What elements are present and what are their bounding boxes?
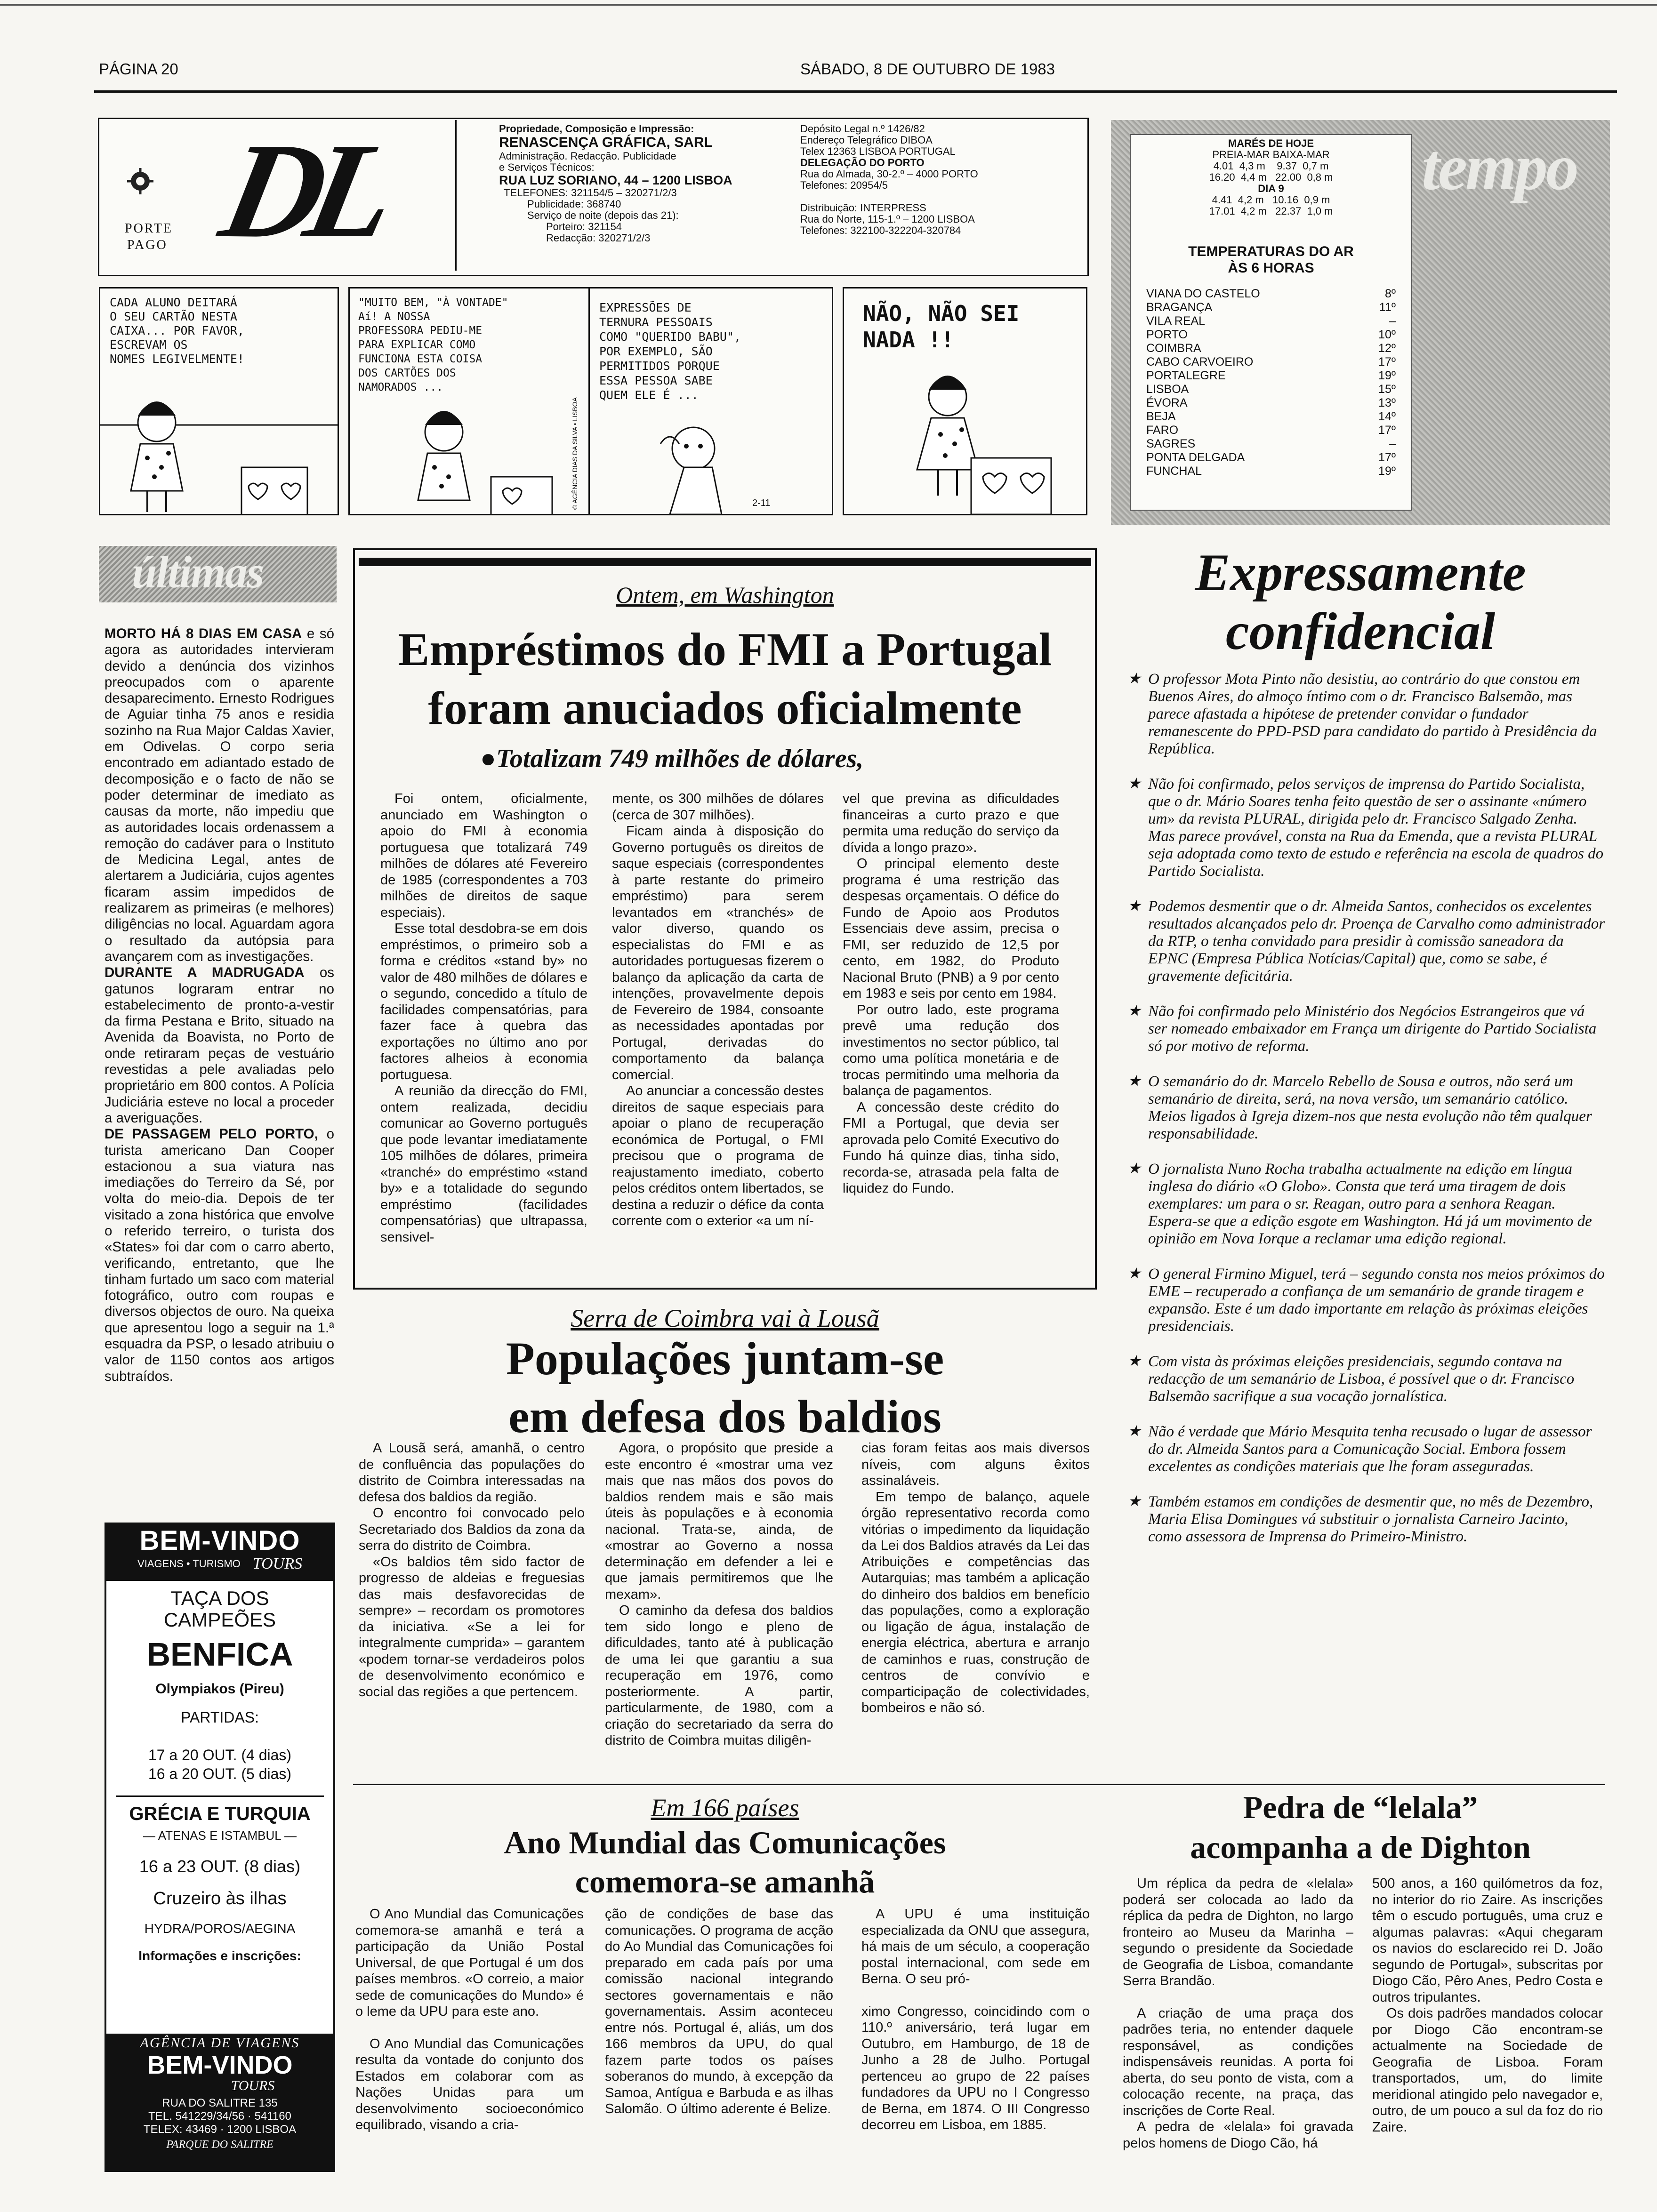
temp-value: 17º	[1378, 451, 1396, 464]
confidencial-text: Podemos desmentir que o dr. Almeida Santos, conhecidos os excelentes resultados alcançados pelo dr. Proença de Carvalho como administrador da RTP, o tenha convidado para presidir à comissão saneadora da EPNC (Empresa Pública Notícias/Capital) que, como se sabe, é gravemente deficitária.	[1148, 898, 1605, 985]
paragraph: A pedra de «lelala» foi gravada pelos homens de Diogo Cão, há	[1123, 2119, 1353, 2151]
dl-logo	[207, 115, 457, 271]
confidencial-title-1: Expressamente	[1195, 544, 1526, 602]
ad-club: BENFICA	[146, 1636, 293, 1673]
temp-city: COIMBRA	[1146, 342, 1201, 355]
temp-city: LISBOA	[1146, 383, 1189, 396]
temp-city: VILA REAL	[1146, 314, 1206, 328]
tides-title: MARÉS DE HOJE	[1228, 137, 1314, 149]
confidencial-item	[1127, 1266, 1605, 1335]
header-rule	[94, 90, 1617, 93]
comic-figure-3	[590, 289, 833, 515]
tides-row: 17.01 4,2 m 22.37 1,0 m	[1209, 205, 1333, 217]
ad-partidas: PARTIDAS:	[181, 1709, 259, 1726]
confidencial-text: O general Firmino Miguel, terá – segundo consta nos meios próximos do EME – recuperado a confiança de um semanário de grande tiragem e expansão. Este é um dado importante em relação às próximas eleições presidenciais.	[1148, 1266, 1605, 1335]
paragraph: «Os baldios têm sido factor de progresso de aldeias e freguesias das mais desfavorecidas de sempre» – recordam os promotores da iniciativa. «Se a lei for integralmente cumprida» – garantem «podem tornar-se verdadeiros polos de desenvolvimento económico e social das regiões a que pertencem.	[359, 1554, 585, 1699]
temp-value: 19º	[1378, 465, 1396, 478]
temp-city: FARO	[1146, 424, 1179, 437]
confidencial-item	[1127, 1161, 1605, 1248]
porte-label: PORTE	[125, 221, 173, 236]
paragraph: Ao anunciar a concessão destes direitos de saque especiais para apoiar o plano de recuperação económica de Portugal, o FMI precisou que o programa de reajustamento imediato, coberto pelos créditos ontem libertados, se destina a reduzir o défice da conta corrente com o exterior «a um ní-	[612, 1083, 824, 1228]
comic-panel-1	[99, 287, 339, 515]
confidencial-item	[1127, 1353, 1605, 1405]
confidencial-text: O semanário do dr. Marcelo Rebello de Sousa e outros, não será um semanário de direita, será, na nova versão, um semanário católico. Meios ligados à Igreja dizem-nos que nesta evolução não têm qualquer responsabilidade.	[1148, 1073, 1592, 1142]
comic-bubble-1: CADA ALUNO DEITARÁ O SEU CARTÃO NESTA CAIXA... POR FAVOR, ESCREVAM OS NOMES LEGIVELMENTE!	[110, 296, 244, 366]
ultimas-text: os gatunos lograram entrar no estabelecimento de pronto-a-vestir da firma Pestana e Brito, situado na Avenida da Boavista, no Porto de onde retiraram peças de vestuário revestidas a pele avaliadas pelo proprietário em 800 contos. A Polícia Judiciária esteve no local a proceder a averiguações.	[105, 965, 334, 1126]
ultimas-item	[105, 1126, 334, 1385]
paragraph: O Ano Mundial das Comunicações comemora-se amanhã e terá a participação da União Postal Universal, de que Portugal é um dos países membros. «O correio, a maior sede de comunicações do Mundo» é o leme da UPU para este ano.	[355, 1907, 584, 2019]
info-line: RUA LUZ SORIANO, 44 – 1200 LISBOA	[499, 173, 732, 187]
temp-city: BEJA	[1146, 410, 1176, 423]
masthead-left-info	[499, 123, 732, 244]
confidencial-text: Não foi confirmado, pelos serviços de imprensa do Partido Socialista, que o dr. Mário Soares tenha feito questão de ser o assinante «número um» da revista PLURAL, dirigida pelo dr. Francisco Salgado Zenha. Mas parece provável, consta na Rua da Emenda, que a revista PLURAL seja adoptada como texto de estudo e referência na escola de quadros do Partido Socialista.	[1148, 776, 1604, 880]
temp-row	[1146, 369, 1396, 383]
info-line: Serviço de noite (depois das 21):	[527, 209, 679, 221]
comic-panel-3	[588, 287, 833, 515]
ultimas-column	[105, 626, 334, 1499]
temp-value: 11º	[1379, 301, 1396, 314]
star-icon: ★	[1127, 775, 1141, 792]
temp-row	[1146, 396, 1396, 410]
ultimas-text: o turista americano Dan Cooper estacionou a sua viatura nas imediações do Terreiro da Sé, por volta do meio-dia. Depois de ter visitado a zona histórica que envolve o referido terreiro, o turista dos «States» foi dar com o carro aberto, verificando, entretanto, que lhe tinham furtado um saco com material fotográfico, outro com roupas e diversos objectos de ouro. Na queixa que apresentou logo a seguir na 1.ª esquadra da PSP, o lesado atribuiu o valor de 1150 contos aos artigos subtraídos.	[105, 1126, 334, 1384]
star-icon: ★	[1127, 671, 1141, 687]
paragraph: A UPU é uma instituição especializada da ONU que assegura, há mais de um século, a cooperação postal internacional, com sede em Berna. O seu pró-	[861, 1907, 1090, 1987]
ad-telex: TELEX: 43469 · 1200 LISBOA	[143, 2123, 297, 2136]
baldios-column-1	[359, 1440, 585, 1765]
paragraph: Agora, o propósito que preside a este encontro é «mostrar uma vez mais que nas mãos dos povos do baldios rendem mais e são mais úteis às populações e à economia nacional. Trata-se, ainda, de «mostrar ao Governo a nossa determinação em defender a lei e que jamais permitiremos que lhe mexam».	[605, 1441, 833, 1602]
baldios-headline-1: Populações juntam-se	[506, 1332, 944, 1385]
temp-city: BRAGANÇA	[1146, 301, 1213, 314]
ad-address: RUA DO SALITRE 135	[162, 2097, 278, 2109]
temp-value: 10º	[1378, 328, 1396, 341]
info-line: DELEGAÇÃO DO PORTO	[800, 157, 925, 168]
confidencial-item	[1127, 1003, 1605, 1055]
paragraph: cias foram feitas aos mais diversos níveis, com alguns êxitos assinaláveis.	[861, 1441, 1090, 1488]
info-line: RENASCENÇA GRÁFICA, SARL	[499, 135, 713, 150]
fmi-top-bar	[359, 558, 1091, 566]
baldios-column-3	[861, 1440, 1090, 1765]
comic-date: 2-11	[752, 498, 771, 508]
confidencial-item	[1127, 776, 1605, 880]
temp-row	[1146, 301, 1396, 314]
paragraph: mente, os 300 milhões de dólares (cerca de 307 milhões).	[612, 791, 824, 823]
paragraph: A criação de uma praça dos padrões teria, no entender daquele responsável, as condições indispensáveis reunidas. A porta foi aberta, do seu ponto de vista, com a colocação recente, na praça, das inscrições de Corte Real.	[1123, 2005, 1353, 2118]
pedra-column-2	[1372, 1875, 1603, 2205]
ad-brand: BEM-VINDO	[139, 1525, 300, 1556]
paragraph: A concessão deste crédito do FMI a Portugal, que devia ser aprovada pelo Comité Executivo do Fundo há quinze dias, tinha sido, recorda-se, atrasada pela falta de liquidez do Fundo.	[843, 1099, 1059, 1196]
temp-row	[1146, 383, 1396, 396]
temp-row	[1146, 410, 1396, 424]
ad-info: Informações e inscrições:	[138, 1948, 301, 1963]
ultimas-item	[105, 965, 334, 1126]
star-icon: ★	[1127, 1492, 1141, 1509]
star-icon: ★	[1127, 1002, 1141, 1019]
temp-row	[1146, 424, 1396, 437]
info-line: Administração. Redacção. Publicidade	[499, 150, 676, 162]
star-icon: ★	[1127, 1072, 1141, 1089]
paragraph: A Lousã será, amanhã, o centro de confluência das populações do distrito de Coimbra interessadas na defesa dos baldios da região.	[359, 1441, 585, 1505]
baldios-kicker: Serra de Coimbra vai à Lousã	[571, 1304, 879, 1332]
temp-value: 14º	[1378, 410, 1396, 423]
temp-row	[1146, 328, 1396, 342]
ad-footer	[106, 2034, 333, 2170]
comunicacoes-headline-2: comemora-se amanhã	[575, 1864, 875, 1899]
page-number: PÁGINA 20	[99, 60, 178, 78]
temp-city: VIANA DO CASTELO	[1146, 287, 1260, 300]
temp-row	[1146, 465, 1396, 478]
ad-cities: — ATENAS E ISTAMBUL —	[143, 1828, 297, 1843]
info-line: Telefones: 20954/5	[800, 179, 888, 191]
page-date: SÁBADO, 8 DE OUTUBRO DE 1983	[800, 60, 1055, 78]
temp-row	[1146, 342, 1396, 355]
confidencial-list	[1127, 671, 1605, 1763]
confidencial-item	[1127, 1423, 1605, 1475]
star-icon: ★	[1127, 1352, 1141, 1369]
confidencial-item	[1127, 671, 1605, 758]
temps-list	[1146, 287, 1396, 478]
tides-block	[1139, 138, 1403, 217]
ultimas-text: e só agora as autoridades intervieram devido a denúncia dos vizinhos preocupados com o aparente desaparecimento. Ernesto Rodrigues de Aguiar tinha 75 anos e residia sozinho na Rua Major Caldas Xavier, em Odivelas. O corpo seria encontrado em adiantado estado de decomposição e o facto de não se poder determinar de imediato as causas da morte, não impediu que as autoridades locais ordenassem a remoção do cadáver para o Instituto de Medicina Legal, antes de alertarem a Judiciária, cujos agentes ficaram assim impedidos de realizarem as primeiras (e melhores) diligências no local. Aguardam agora o resultado da autópsia para avançarem com as investigações.	[105, 626, 334, 964]
pedra-headline-2: acompanha a de Dighton	[1190, 1829, 1531, 1865]
confidencial-item	[1127, 898, 1605, 985]
section-rule	[353, 1784, 1605, 1785]
ad-parking: PARQUE DO SALITRE	[166, 2139, 273, 2151]
paragraph: A reunião da direcção do FMI, ontem realizada, decidiu comunicar ao Governo português que pode levantar imediatamente 105 milhões de dólares, primeira «tranché» do empréstimo «stand by» e a totalidade do segundo empréstimo (facilidades compensatórias) que ultrapassa, sensivel-	[380, 1083, 587, 1245]
temp-city: PONTA DELGADA	[1146, 451, 1245, 464]
paragraph: O encontro foi convocado pelo Secretariado dos Baldios da zona da serra do distrito de Coimbra.	[359, 1506, 585, 1553]
info-line: Endereço Telegráfico DIBOA	[800, 134, 933, 146]
temp-row	[1146, 451, 1396, 465]
confidencial-item	[1127, 1493, 1605, 1546]
paragraph: Foi ontem, oficialmente, anunciado em Washington o apoio do FMI à economia portuguesa que totalizará 749 milhões de dólares até Fevereiro de 1985 (correspondentes a 703 milhões de direitos de saque especiais).	[380, 791, 587, 920]
comunicacoes-column-3	[861, 1906, 1090, 2203]
info-line: Redacção: 320271/2/3	[546, 232, 651, 244]
baldios-column-2	[605, 1440, 833, 1765]
temp-value: 8º	[1384, 287, 1396, 300]
fmi-headline-1: Empréstimos do FMI a Portugal	[398, 623, 1052, 675]
comic-figure-4	[844, 289, 1087, 515]
confidencial-text: Com vista às próximas eleições presidenciais, segundo contava na redacção de um semanário de Lisboa, é possível que o dr. Francisco Balsemão sacrifique a sua vocação jornalística.	[1148, 1353, 1575, 1405]
confidencial-text: Também estamos em condições de desmentir que, no mês de Dezembro, Maria Elisa Domingues vá substituir o jornalista Carneiro Jacinto, como assessora de Imprensa do Primeiro-Ministro.	[1148, 1493, 1593, 1545]
baldios-headline-2: em defesa dos baldios	[508, 1390, 941, 1443]
paragraph: 500 anos, a 160 quilómetros da foz, no interior do rio Zaire. As inscrições têm o escudo português, uma cruz e algumas palavras: «Aqui chegaram os navios do esclarecido rei D. João segundo de Portugal», subscritas por Diogo Cão, Pêro Anes, Pedro Costa e outros tripulantes.	[1372, 1876, 1603, 2005]
tides-row: 16.20 4,4 m 22.00 0,8 m	[1209, 171, 1333, 183]
temp-row	[1146, 355, 1396, 369]
info-line: Propriedade, Composição e Impressão:	[499, 123, 694, 135]
fmi-subhead-text: Totalizam 749 milhões de dólares,	[496, 744, 864, 773]
ultimas-label: últimas	[132, 547, 264, 597]
tides-sub: PREIA-MAR BAIXA-MAR	[1212, 149, 1330, 160]
star-icon: ★	[1127, 1160, 1141, 1177]
pedra-headline-1: Pedra de “lelala”	[1243, 1789, 1478, 1825]
temps-title-line: TEMPERATURAS DO AR	[1188, 244, 1354, 259]
temp-city: FUNCHAL	[1146, 465, 1202, 478]
comic-panel-2	[348, 287, 593, 515]
ad-dates: 16 a 20 OUT. (5 dias)	[148, 1765, 292, 1782]
star-icon: ★	[1127, 897, 1141, 914]
info-line: Porteiro: 321154	[546, 221, 622, 232]
weather-box	[1111, 120, 1610, 525]
paragraph: O Ano Mundial das Comunicações resulta da vontade do conjunto dos Estados em colaborar com as Nações Unidas para um desenvolvimento socioeconómico equilibrado, visando a cria-	[355, 2036, 584, 2132]
comunicacoes-kicker: Em 166 países	[651, 1794, 799, 1822]
temp-city: CABO CARVOEIRO	[1146, 355, 1254, 369]
tides-row: 4.01 4,3 m 9.37 0,7 m	[1213, 160, 1329, 172]
ad-brand-row	[106, 1555, 333, 1573]
temps-title	[1139, 243, 1403, 276]
paragraph: Em tempo de balanço, aquele órgão representativo recorda como vitórias o impedimento da liquidação da Lei dos Baldios através da Lei das Atribuições e competências das Autarquias; mas também a aplicação do dinheiro dos baldios em benefício das populações, como a exploração ou ligação de água, instalação de energia eléctrica, abertura e arranjo de caminhos e ruas, construção de centros de convívio e comparticipação de colectividades, bombeiros e não só.	[861, 1489, 1090, 1715]
temp-value: 17º	[1378, 424, 1396, 437]
paragraph: O principal elemento deste programa é uma restrição das despesas orçamentais. O défice do Fundo de Apoio aos Produtos Essenciais deve assim, precisa o FMI, ser reduzido de 12,5 por cento, em 1982, do Produto Nacional Bruto (PNB) a 9 por cento em 1983 e seis por cento em 1984.	[843, 856, 1059, 1001]
comunicacoes-column-2	[605, 1906, 833, 2203]
fmi-column-3	[843, 791, 1059, 1261]
ad-agency-tours: TOURS	[231, 2078, 275, 2093]
fmi-kicker: Ontem, em Washington	[616, 582, 834, 608]
ad-agency-brand: BEM-VINDO	[147, 2051, 293, 2079]
confidencial-item	[1127, 1073, 1605, 1143]
tempo-logo: tempo	[1422, 131, 1577, 204]
pedra-column-1	[1123, 1875, 1353, 2205]
temp-value: 12º	[1378, 342, 1396, 355]
comic-bubble-2: "MUITO BEM, "À VONTADE" Aí! A NOSSA PROFESSORA PEDIU-ME PARA EXPLICAR COMO FUNCIONA ESTA COISA DOS CARTÕES DOS NAMORADOS ...	[358, 297, 508, 393]
temp-value: 19º	[1378, 369, 1396, 382]
ad-brand-bar	[106, 1524, 333, 1581]
star-icon: ★	[1127, 1422, 1141, 1439]
temp-city: PORTO	[1146, 328, 1188, 341]
info-line: TELEFONES: 321154/5 – 320271/2/3	[504, 187, 677, 199]
paragraph: ção de condições de base das comunicações. O programa de acção do Ao Mundial das Comunicações foi preparado em cada país por uma comissão nacional integrando sectores governamentais e não governamentais. Assim aconteceu entre nós. Portugal é, aliás, um dos 166 membros da UPU, do qual fazem parte todos os países soberanos do mundo, à excepção da Samoa, Antígua e Barbuda e as ilhas Salomão. O último aderente é Belize.	[605, 1907, 833, 2116]
info-line	[800, 191, 978, 202]
paragraph: O caminho da defesa dos baldios tem sido longo e pleno de dificuldades, tanto até à publicação de uma lei que garantiu a sua recuperação em 1976, como posteriormente. A partir, particularmente, de 1980, com a criação do secretariado da serra do distrito de Coimbra muitas diligên-	[605, 1603, 833, 1748]
fmi-column-1	[380, 791, 587, 1261]
comic-bubble-3: EXPRESSÕES DE TERNURA PESSOAIS COMO "QUERIDO BABU", POR EXEMPLO, SÃO PERMITIDOS PORQUE ESSA PESSOA SABE QUEM ELE É ...	[599, 301, 741, 402]
ad-opponent: Olympiakos (Pireu)	[155, 1681, 284, 1697]
temps-sub-line: ÀS 6 HORAS	[1228, 260, 1314, 276]
ad-destination: GRÉCIA E TURQUIA	[129, 1803, 311, 1824]
fmi-headline-2: foram anuciados oficialmente	[428, 682, 1022, 734]
ultimas-banner	[99, 546, 337, 602]
confidencial-text: O jornalista Nuno Rocha trabalha actualmente na edição em língua inglesa do diário «O Globo». Consta que terá uma tiragem de dois exemplares: um para o sr. Reagan, outro para a senhora Reagan. Espera-se que a edição esgote em Washington. Há já um movimento de opinião em Nova Iorque a reclamar uma edição regional.	[1148, 1161, 1592, 1247]
ad-tel: TEL. 541229/34/56 · 541160	[148, 2110, 291, 2123]
comic-figure-1	[100, 289, 339, 515]
star-icon: ★	[1127, 1265, 1141, 1282]
temp-row	[1146, 287, 1396, 301]
ad-line: TAÇA DOS	[170, 1587, 269, 1609]
confidencial-text: O professor Mota Pinto não desistiu, ao contrário do que constou em Buenos Aires, do almoço íntimo com o dr. Francisco Balsemão, mas parece afastada a hipótese de pretender convidar o fundador remanescente do PPD-PSD para candidato do partido à Presidência da República.	[1148, 671, 1597, 757]
temp-row	[1146, 437, 1396, 451]
pago-label: PAGO	[127, 238, 168, 252]
fmi-column-2	[612, 791, 824, 1261]
info-line: Rua do Almada, 30-2.º – 4000 PORTO	[800, 168, 978, 180]
ultimas-lead: MORTO HÁ 8 DIAS EM CASA	[105, 626, 302, 641]
temp-value: 13º	[1378, 396, 1396, 409]
temp-city: ÉVORA	[1146, 396, 1188, 409]
ad-dates: 16 a 23 OUT. (8 dias)	[139, 1857, 301, 1876]
temp-value: 15º	[1378, 383, 1396, 396]
paragraph: vel que previna as dificuldades financeiras a curto prazo e que permita uma redução do serviço da dívida a longo prazo».	[843, 791, 1059, 855]
coat-of-arms-icon	[126, 167, 154, 195]
paragraph: Esse total desdobra-se em dois empréstimos, o primeiro sob a forma e créditos «stand by» no valor de 480 milhões de dólares e o segundo, concedido a título de facilidades compensatórias, para fazer face à quebra das exportações no último ano por factores alheios à economia portuguesa.	[380, 921, 587, 1082]
comic-bubble-4: NÃO, NÃO SEI NADA !!	[863, 301, 1020, 353]
ultimas-item	[105, 626, 334, 965]
info-line: Telefones: 322100-322204-320784	[800, 224, 961, 236]
confidencial-title-2: confidencial	[1225, 602, 1496, 661]
tides-day: DIA 9	[1258, 183, 1284, 194]
confidencial-text: Não foi confirmado pelo Ministério dos Negócios Estrangeiros que vá ser nomeado embaixador em França um dirigente do Partido Socialista só por motivo de reforma.	[1148, 1003, 1597, 1055]
temp-city: SAGRES	[1146, 437, 1196, 450]
info-line: e Serviços Técnicos:	[499, 161, 595, 173]
paragraph: Por outro lado, este programa prevê uma redução dos investimentos no sector público, tal como uma política monetária e de trocas permitindo uma melhoria da balança de pagamentos.	[843, 1002, 1059, 1098]
travel-ad	[105, 1523, 335, 2172]
comic-credit: © AGÊNCIA DIAS DA SILVA • LISBOA	[571, 397, 579, 510]
ultimas-lead: DE PASSAGEM PELO PORTO,	[105, 1126, 318, 1142]
info-line: Rua do Norte, 115-1.º – 1200 LISBOA	[800, 213, 975, 225]
masthead-right-info	[800, 123, 978, 236]
ad-brand-sub: VIAGENS • TURISMO	[137, 1558, 241, 1570]
paragraph: Ficam ainda à disposição do Governo português os direitos de saque especiais (correspondentes à parte restante do primeiro empréstimo) para serem levantados em «tranchés» de valor diverso, quando os especialistas do FMI e as autoridades portuguesas fizerem o balanço da aplicação da carta de intenções, provavelmente depois de Fevereiro de 1984, consoante as necessidades apontadas por Portugal, derivadas do comportamento da balança comercial.	[612, 824, 824, 1082]
temp-value: 17º	[1378, 355, 1396, 369]
paragraph: Os dois padrões mandados colocar por Diogo Cão encontram-se actualmente na Sociedade de Geografia de Lisboa. Foram transportados, um, do limite meridional atingido pelo navegador e, outro, de um pouco a sul da foz do rio Zaire.	[1372, 2006, 1603, 2135]
ad-tours: TOURS	[252, 1555, 302, 1572]
ad-agency: AGÊNCIA DE VIAGENS	[140, 2035, 300, 2051]
comunicacoes-headline-1: Ano Mundial das Comunicações	[504, 1825, 946, 1860]
ad-cruise: Cruzeiro às ilhas	[153, 1889, 287, 1908]
temp-city: PORTALEGRE	[1146, 369, 1226, 382]
comic-panel-4	[843, 287, 1087, 515]
confidencial-text: Não é verdade que Mário Mesquita tenha recusado o lugar de assessor do dr. Almeida Santos para a Comunicação Social. Embora fossem excelentes as condições materiais que lhe foram asseguradas.	[1148, 1423, 1592, 1475]
fmi-subhead	[480, 744, 863, 774]
tides-row: 4.41 4,2 m 10.16 0,9 m	[1212, 194, 1330, 206]
comunicacoes-column-1	[355, 1906, 584, 2203]
info-line: Distribuição: INTERPRESS	[800, 202, 926, 214]
paragraph: Um réplica da pedra de «lelala» poderá ser colocada ao lado da réplica da pedra de Dighton, no largo fronteiro ao Museu da Marinha – segundo o presidente da Sociedade de Geografia de Lisboa, comandante Serra Brandão.	[1123, 1876, 1353, 1988]
ad-dates: 17 a 20 OUT. (4 dias)	[148, 1747, 292, 1763]
info-line: Depósito Legal n.º 1426/82	[800, 123, 925, 135]
info-line: Telex 12363 LISBOA PORTUGAL	[800, 145, 956, 157]
comic-figure-2	[350, 289, 593, 515]
ad-islands: HYDRA/POROS/AEGINA	[144, 1921, 296, 1936]
dl-logo-text: DL	[209, 115, 396, 266]
temp-value: –	[1389, 314, 1396, 328]
ultimas-lead: DURANTE A MADRUGADA	[105, 965, 305, 981]
ad-line: CAMPEÕES	[163, 1609, 276, 1631]
paragraph: ximo Congresso, coincidindo com o 110.º aniversário, terá lugar em Outubro, em Hamburgo, de 18 de Junho a 28 de Julho. Portugal pertenceu ao grupo de 22 países fundadores da UPU no I Congresso de Berna, em 1874. O III Congresso decorreu em Lisboa, em 1885.	[861, 2004, 1090, 2132]
temp-row	[1146, 314, 1396, 328]
top-edge-rule	[0, 4, 1657, 6]
temp-value: –	[1389, 437, 1396, 450]
info-line: Publicidade: 368740	[527, 198, 621, 210]
bullet-icon: ●	[480, 744, 496, 773]
